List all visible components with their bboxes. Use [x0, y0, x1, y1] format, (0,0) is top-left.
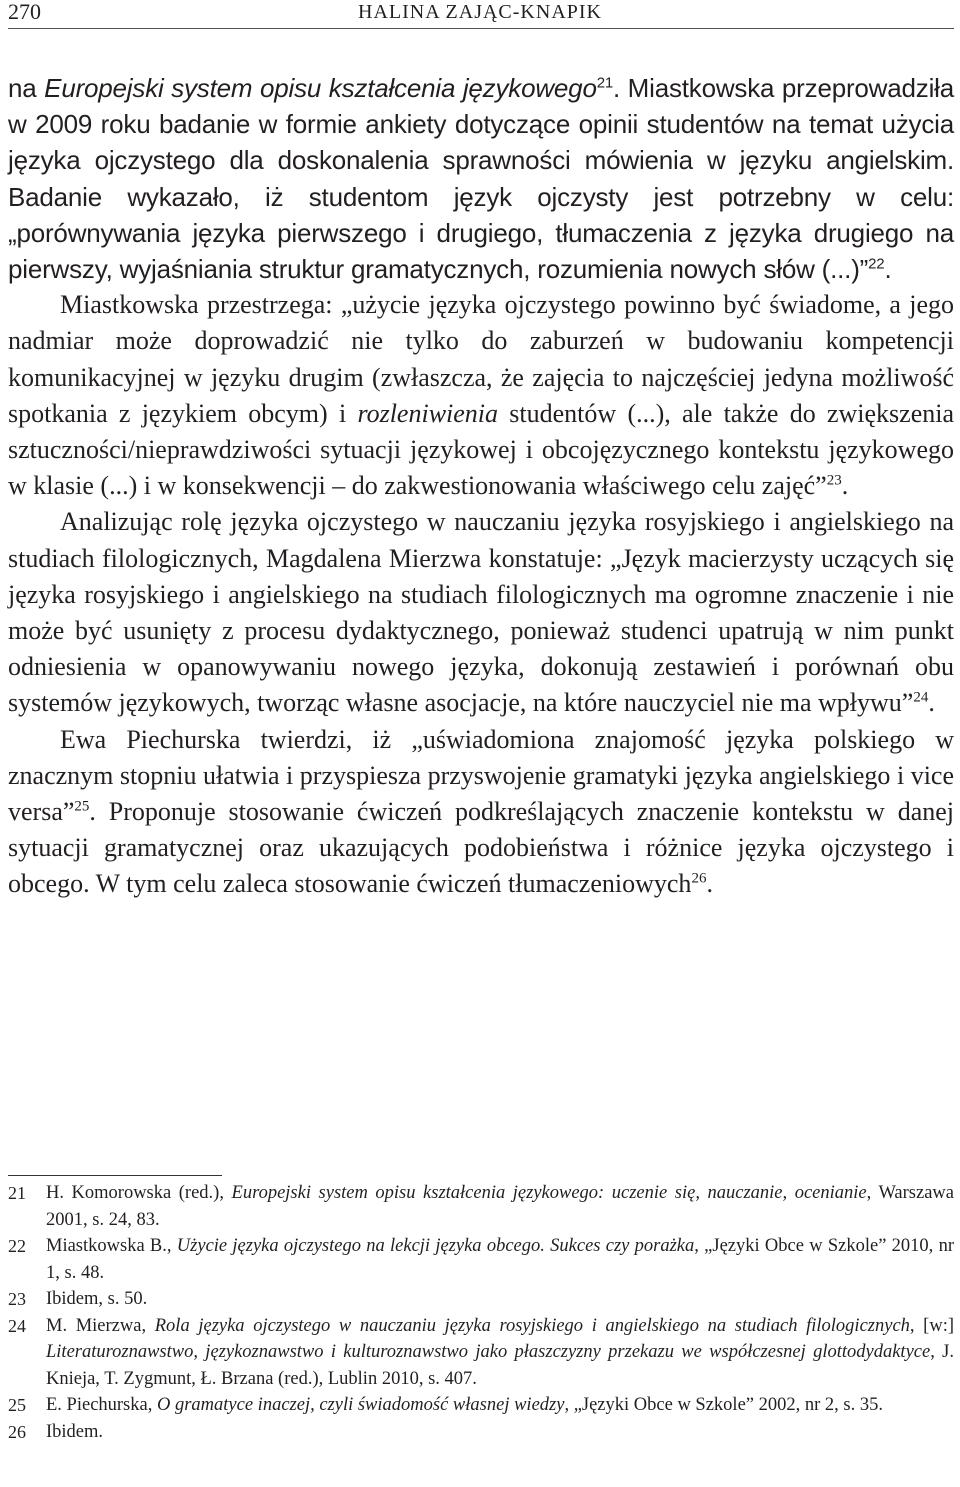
- text-run: studentów (...), ale także do zwiększenia sztuczności/nieprawdziwości sytuacji językowej i obcojęzycznego kontekstu językowego w klasie (...) i w konsekwencji – do zakwestionowania właściwego celu zajęć”: [8, 398, 954, 501]
- footnote-item: [8, 1419, 954, 1446]
- italic-title: Użycie języka ojczystego na lekcji języka obcego. Sukces czy porażka: [176, 1236, 695, 1256]
- italic-title: Europejski system opisu kształcenia językowego: [44, 73, 597, 103]
- text-run: . Proponuje stosowanie ćwiczeń podkreślających znaczenie kontekstu w danej sytuacji gramatycznej oraz ukazujących podobieństwa i różnice języka ojczystego i obcego. W tym celu zaleca stosowanie ćwiczeń tłumaczeniowych: [8, 797, 954, 899]
- footnote-item: [8, 1286, 954, 1313]
- page-number: 270: [8, 0, 41, 24]
- italic-title: O gramatyce inaczej, czyli świadomość własnej wiedzy: [156, 1395, 565, 1415]
- text-run: , „Języki Obce w Szkole” 2010, nr 1, s. 48.: [46, 1236, 954, 1283]
- footnote-number: 23: [8, 1289, 26, 1309]
- footnote-ref[interactable]: 22: [868, 255, 885, 273]
- footnote-number: 22: [8, 1236, 26, 1256]
- footnote-item: [8, 1180, 954, 1233]
- paragraph-2: [8, 287, 954, 504]
- text-run: Ibidem, s. 50.: [46, 1289, 148, 1309]
- italic-title: Literaturoznawstwo, językoznawstwo i kulturoznawstwo jako płaszczyzny przekazu we współczesnej glottodydaktyce: [46, 1342, 931, 1362]
- footnote-item: [8, 1233, 954, 1286]
- footnote-ref[interactable]: 24: [913, 689, 929, 706]
- footnotes: [8, 1180, 954, 1445]
- text-run: , Warszawa 2001, s. 24, 83.: [46, 1183, 954, 1230]
- paragraph-3: [8, 504, 954, 721]
- italic-word: rozleniwienia: [357, 398, 499, 428]
- footnote-number: 21: [8, 1183, 26, 1203]
- text-run: Ibidem.: [46, 1421, 104, 1442]
- footnote-ref[interactable]: 26: [691, 870, 707, 887]
- paragraph-1: [8, 70, 954, 287]
- italic-title: Europejski system opisu kształcenia językowego: uczenie się, nauczanie, ocenianie: [231, 1183, 867, 1203]
- text-run: H. Komorowska (red.),: [46, 1183, 232, 1203]
- header-rule: [8, 28, 954, 29]
- text-run: .: [706, 869, 713, 899]
- footnote-number: 25: [8, 1395, 26, 1415]
- footnote-item: [8, 1392, 954, 1419]
- text-run: . Miastkowska przeprowadziła w 2009 roku badanie w formie ankiety dotyczące opinii studentów na temat użycia języka ojczystego dla doskonalenia sprawności mówienia w języku angielskim. Badanie wykazało, iż studentom język ojczysty jest potrzebny w celu: „porównywania języka pierwszego i drugiego, tłumaczenia z języka drugiego na pierwszy, wyjaśniania struktur gramatycznych, rozumienia nowych słów (...)”: [8, 73, 954, 285]
- text-run: .: [841, 471, 849, 501]
- page-header: [0, 0, 960, 24]
- footnote-separator: [8, 1175, 222, 1176]
- text-run: , [w:]: [909, 1315, 955, 1336]
- footnote-ref[interactable]: 23: [826, 472, 842, 489]
- footnote-number: 26: [8, 1421, 26, 1442]
- footnote-ref[interactable]: 21: [596, 74, 613, 92]
- text-run: na: [8, 73, 45, 103]
- text-run: Miastkowska przestrzega: „użycie języka ojczystego powinno być świadome, a jego nadmiar może doprowadzić nie tylko do zaburzeń w budowaniu kompetencji komunikacyjnej w języku drugim (zwłaszcza, że zajęcia to najczęściej jedyna możliwość spotkania z językiem obcym) i: [8, 290, 954, 428]
- footnote-item: [8, 1313, 954, 1393]
- text-run: .: [928, 688, 935, 718]
- text-run: , J. Knieja, T. Zygmunt, Ł. Brzana (red.), Lublin 2010, s. 407.: [46, 1342, 954, 1389]
- text-run: .: [884, 254, 892, 285]
- footnote-number: 24: [8, 1315, 26, 1336]
- italic-title: Rola języka ojczystego w nauczaniu języka rosyjskiego i angielskiego na studiach filologicznych: [154, 1315, 910, 1336]
- text-run: , „Języki Obce w Szkole” 2002, nr 2, s. 35.: [564, 1395, 883, 1415]
- body-text: [8, 70, 954, 903]
- text-run: Analizując rolę języka ojczystego w nauczaniu języka rosyjskiego i angielskiego na studiach filologicznych, Magdalena Mierzwa konstatuje: „Język macierzysty uczących się języka rosyjskiego i angielskiego na studiach filologicznych ma ogromne znaczenie i nie może być usunięty z procesu dydaktycznego, ponieważ studenci upatrują w nim punkt odniesienia w opanowywaniu nowego języka, dokonują zestawień i porównań obu systemów językowych, tworząc własne asocjacje, na które nauczyciel nie ma wpływu”: [8, 507, 954, 718]
- text-run: M. Mierzwa,: [46, 1315, 155, 1336]
- paragraph-4: [8, 722, 954, 903]
- text-run: E. Piechurska,: [46, 1395, 157, 1415]
- text-run: Ewa Piechurska twierdzi, iż „uświadomiona znajomość języka polskiego w znacznym stopniu ułatwia i przyspiesza przyswojenie gramatyki języka angielskiego i vice versa”: [8, 724, 954, 827]
- running-head: HALINA ZAJĄC-KNAPIK: [358, 1, 602, 23]
- text-run: Miastkowska B.,: [46, 1236, 177, 1256]
- footnote-ref[interactable]: 25: [74, 798, 90, 815]
